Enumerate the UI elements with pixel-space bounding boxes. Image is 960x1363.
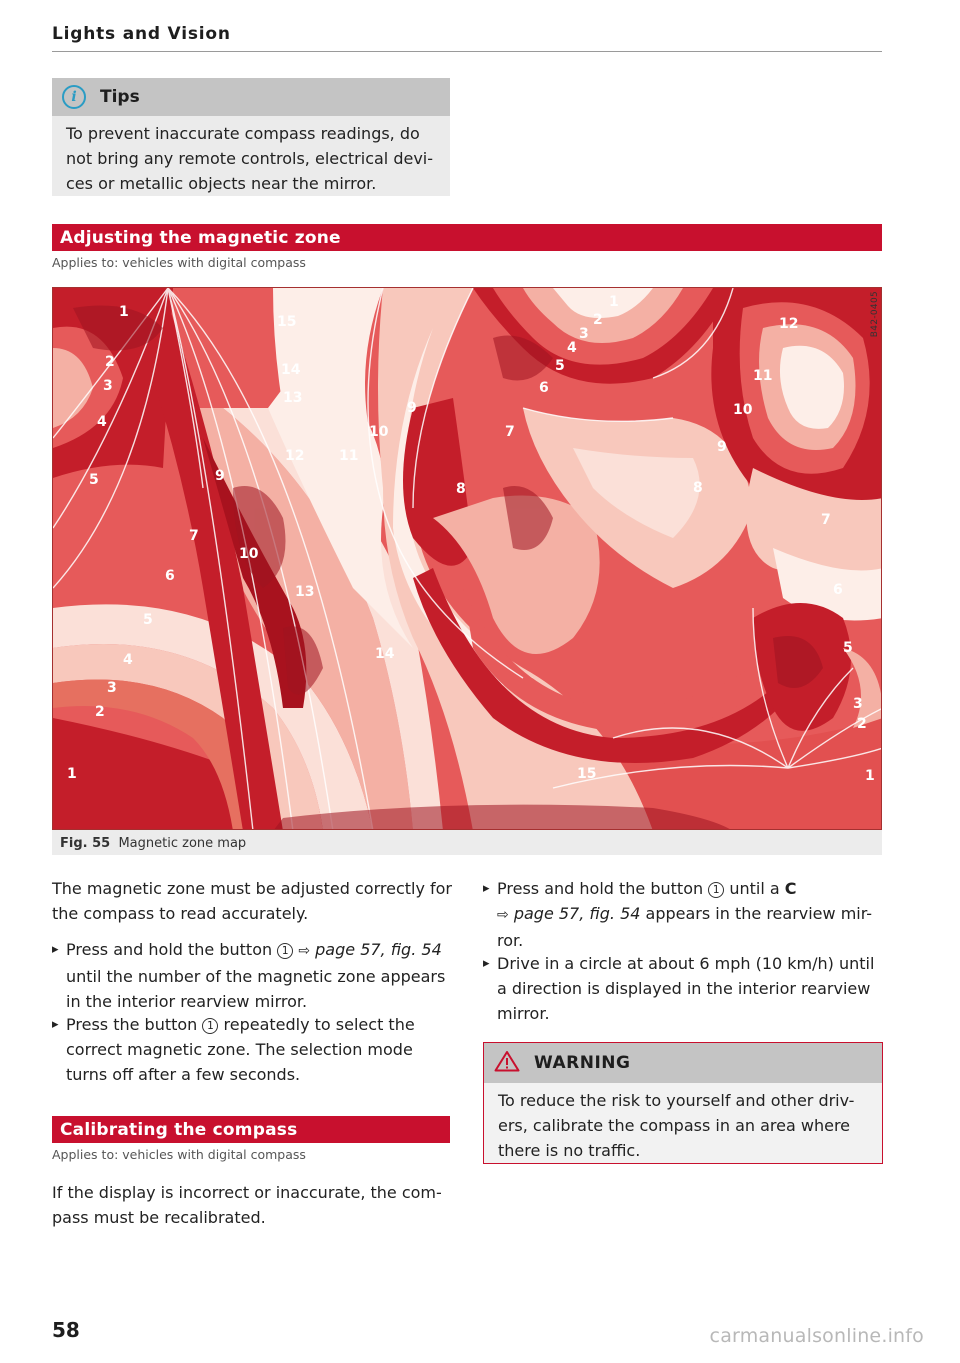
calibrate-line: If the display is incorrect or inaccurate, the com- bbox=[52, 1183, 442, 1202]
zone-label: 7 bbox=[821, 512, 831, 528]
figure-caption bbox=[60, 836, 246, 851]
figure-caption-label: Fig. 55 bbox=[60, 836, 111, 851]
zone-label: 14 bbox=[375, 646, 395, 662]
button-1-callout: 1 bbox=[708, 882, 724, 898]
zone-label: 1 bbox=[609, 294, 619, 310]
zone-label: 2 bbox=[95, 704, 105, 720]
calibrate-paragraph bbox=[52, 1180, 452, 1230]
zone-label: 9 bbox=[215, 468, 225, 484]
step-text: repeatedly to select the bbox=[223, 1015, 415, 1034]
zone-label: 3 bbox=[107, 680, 117, 696]
section-applies-note: Applies to: vehicles with digital compass bbox=[52, 1147, 306, 1162]
zone-label: 1 bbox=[865, 768, 875, 784]
step-press-hold bbox=[52, 937, 452, 1014]
figure-code: B42-0405 bbox=[870, 291, 880, 338]
zone-label: 2 bbox=[105, 354, 115, 370]
warning-body bbox=[484, 1083, 882, 1163]
tips-line: To prevent inaccurate compass readings, do bbox=[66, 124, 420, 143]
zone-label: 4 bbox=[97, 414, 107, 430]
zone-label: 10 bbox=[239, 546, 259, 562]
step-text: Press the button bbox=[66, 1015, 198, 1034]
zone-label: 11 bbox=[753, 368, 773, 384]
zone-label: 12 bbox=[779, 316, 799, 332]
figure-caption-text: Magnetic zone map bbox=[118, 836, 247, 851]
zone-label: 10 bbox=[369, 424, 389, 440]
zone-label: 2 bbox=[593, 312, 603, 328]
zone-label: 9 bbox=[717, 439, 727, 455]
tips-line: ces or metallic objects near the mirror. bbox=[66, 174, 377, 193]
warning-line: To reduce the risk to yourself and other driv- bbox=[498, 1091, 855, 1110]
magnetic-zone-map bbox=[52, 287, 882, 830]
zone-label: 7 bbox=[189, 528, 199, 544]
tips-title: Tips bbox=[100, 87, 140, 107]
intro-paragraph bbox=[52, 876, 452, 926]
zone-label: 3 bbox=[853, 696, 863, 712]
zone-label: 3 bbox=[103, 378, 113, 394]
warning-box bbox=[483, 1042, 883, 1164]
c-letter: C bbox=[784, 879, 797, 898]
info-icon: i bbox=[62, 85, 86, 109]
step-text: ▸ Drive in a circle at about 6 mph (10 km/h) until bbox=[497, 954, 875, 973]
zone-label: 1 bbox=[119, 304, 129, 320]
zone-label: 11 bbox=[339, 448, 359, 464]
warning-header bbox=[484, 1043, 882, 1083]
zone-label: 13 bbox=[295, 584, 315, 600]
zone-label: 3 bbox=[579, 326, 589, 342]
step-text: correct magnetic zone. The selection mode bbox=[66, 1040, 413, 1059]
step-text: appears in the rearview mir- bbox=[645, 904, 873, 923]
zone-label: 13 bbox=[283, 390, 303, 406]
zone-label: 5 bbox=[843, 640, 853, 656]
calibrate-line: pass must be recalibrated. bbox=[52, 1208, 266, 1227]
zone-label: 5 bbox=[143, 612, 153, 628]
warning-triangle-icon bbox=[494, 1050, 520, 1076]
zone-label: 4 bbox=[567, 340, 577, 356]
tips-box bbox=[52, 78, 450, 196]
button-1-callout: 1 bbox=[202, 1018, 218, 1034]
zone-label: 9 bbox=[407, 400, 417, 416]
step-drive-circle bbox=[483, 951, 883, 1026]
page-reference-link[interactable]: ⇨ page 57, fig. 54 bbox=[497, 904, 641, 923]
warning-line: there is no traffic. bbox=[498, 1141, 641, 1160]
tips-header bbox=[52, 78, 450, 116]
step-press-repeat bbox=[52, 1012, 452, 1087]
page-number: 58 bbox=[52, 1318, 80, 1342]
tips-body bbox=[52, 116, 450, 196]
watermark: carmanualsonline.info bbox=[709, 1325, 924, 1347]
step-text: a direction is displayed in the interior rearview bbox=[497, 979, 871, 998]
zone-label: 14 bbox=[281, 362, 301, 378]
zone-label: 15 bbox=[577, 766, 597, 782]
warning-title: WARNING bbox=[534, 1053, 631, 1073]
zone-label: 5 bbox=[89, 472, 99, 488]
intro-line: The magnetic zone must be adjusted correctly for bbox=[52, 879, 453, 898]
step-text: Press and hold the button bbox=[66, 940, 273, 959]
zone-label: 4 bbox=[123, 652, 133, 668]
zone-label: 6 bbox=[539, 380, 549, 396]
zone-label: 1 bbox=[67, 766, 77, 782]
zone-map-graphic bbox=[53, 288, 882, 830]
tips-line: not bring any remote controls, electrical devi- bbox=[66, 149, 434, 168]
intro-line: the compass to read accurately. bbox=[52, 904, 309, 923]
zone-label: 7 bbox=[505, 424, 515, 440]
zone-label: 15 bbox=[277, 314, 297, 330]
section-heading-magnetic-zone: Adjusting the magnetic zone bbox=[52, 224, 882, 251]
zone-label: 10 bbox=[733, 402, 753, 418]
zone-label: 5 bbox=[555, 358, 565, 374]
section-applies-note: Applies to: vehicles with digital compass bbox=[52, 255, 306, 270]
warning-line: ers, calibrate the compass in an area where bbox=[498, 1116, 851, 1135]
zone-label: 6 bbox=[833, 582, 843, 598]
step-text: Press and hold the button bbox=[497, 879, 704, 898]
section-heading-calibrating: Calibrating the compass bbox=[52, 1116, 450, 1143]
step-text: until a bbox=[729, 879, 780, 898]
chapter-title: Lights and Vision bbox=[52, 24, 231, 44]
step-text: until the number of the magnetic zone appears bbox=[66, 967, 446, 986]
step-text: in the interior rearview mirror. bbox=[66, 992, 308, 1011]
zone-label: 8 bbox=[456, 481, 466, 497]
step-text: mirror. bbox=[497, 1004, 550, 1023]
figure-55 bbox=[52, 287, 882, 855]
step-press-hold-c bbox=[483, 876, 883, 953]
page-reference-link[interactable]: ⇨ page 57, fig. 54 bbox=[298, 940, 442, 959]
zone-label: 6 bbox=[165, 568, 175, 584]
zone-label: 8 bbox=[693, 480, 703, 496]
step-text: ror. bbox=[497, 931, 524, 950]
step-text: turns off after a few seconds. bbox=[66, 1065, 301, 1084]
page-header bbox=[52, 24, 882, 52]
zone-label: 2 bbox=[857, 716, 867, 732]
button-1-callout: 1 bbox=[277, 943, 293, 959]
zone-label: 12 bbox=[285, 448, 305, 464]
